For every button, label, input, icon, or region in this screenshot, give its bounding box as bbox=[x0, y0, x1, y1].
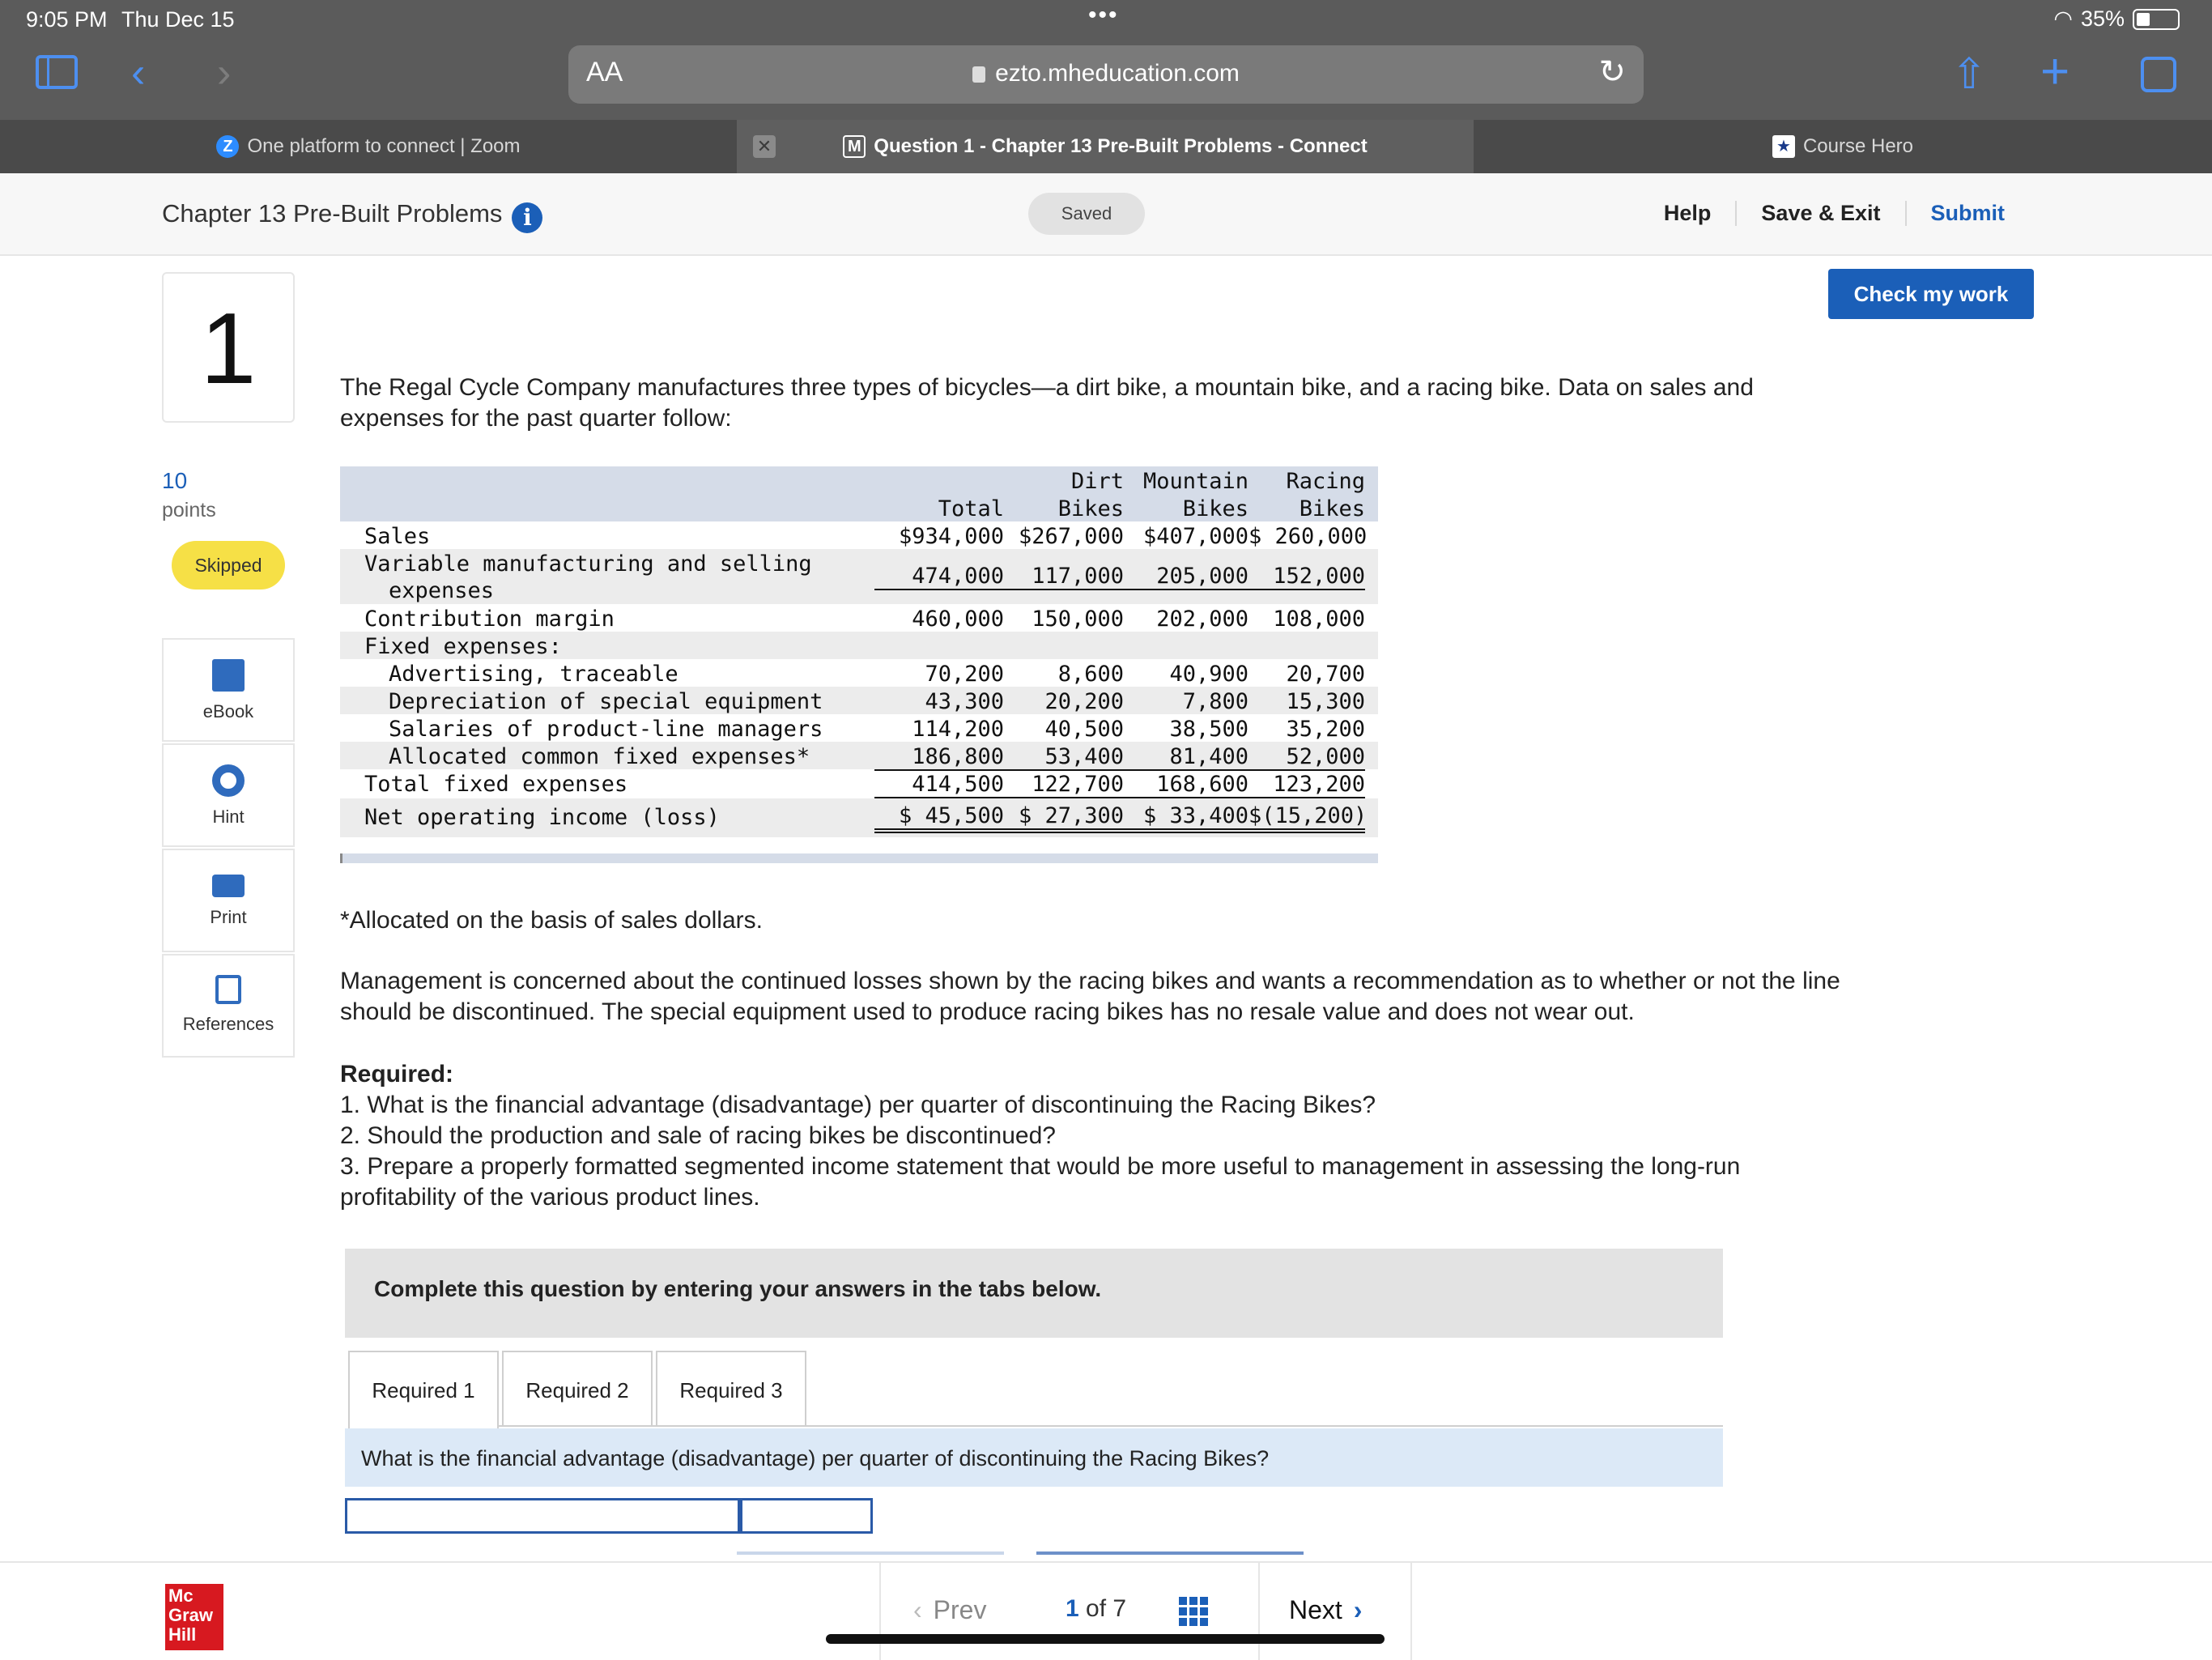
printer-icon bbox=[212, 875, 245, 897]
prev-button[interactable] bbox=[913, 1595, 986, 1625]
cell: $407,000 bbox=[1142, 524, 1249, 549]
required-item-2: 2. Should the production and sale of racing bikes be discontinued? bbox=[340, 1122, 1056, 1149]
header-cell: Racing bbox=[1286, 469, 1365, 494]
cell: 20,700 bbox=[1286, 662, 1365, 687]
save-exit-button[interactable]: Save & Exit bbox=[1735, 201, 1904, 226]
row-label: Net operating income (loss) bbox=[364, 805, 720, 830]
cell: 168,600 bbox=[1124, 772, 1249, 798]
cell: $934,000 bbox=[898, 524, 1004, 549]
zoom-icon: Z bbox=[216, 135, 239, 158]
header-cell: Bikes bbox=[1057, 496, 1124, 521]
cell: 81,400 bbox=[1124, 744, 1249, 771]
table-row bbox=[340, 769, 1378, 797]
partial-button-edge bbox=[737, 1551, 1004, 1555]
cell: 43,300 bbox=[925, 689, 1004, 714]
tab-overview-icon[interactable] bbox=[2141, 57, 2176, 92]
mcgraw-hill-logo bbox=[165, 1584, 223, 1650]
tab-required-2[interactable]: Required 2 bbox=[502, 1351, 653, 1427]
cell: 474,000 bbox=[874, 564, 1004, 590]
course-hero-icon: ★ bbox=[1772, 135, 1795, 158]
hint-button[interactable] bbox=[162, 743, 295, 847]
current-page: 1 bbox=[1066, 1595, 1079, 1622]
url-display[interactable] bbox=[568, 60, 1644, 87]
nav-divider bbox=[1258, 1563, 1260, 1660]
cell: 8,600 bbox=[1057, 662, 1124, 687]
cell: $ 33,400 bbox=[1124, 803, 1249, 833]
reload-icon[interactable]: ↻ bbox=[1598, 54, 1626, 90]
cell: 52,000 bbox=[1249, 744, 1365, 771]
lock-icon bbox=[972, 66, 985, 83]
table-row bbox=[340, 521, 1378, 549]
cell: 40,500 bbox=[1044, 717, 1124, 742]
copy-icon bbox=[215, 975, 241, 1004]
cell: 150,000 bbox=[1004, 607, 1124, 633]
url-text: ezto.mheducation.com bbox=[995, 60, 1240, 87]
cell: 40,900 bbox=[1169, 662, 1249, 687]
next-label: Next bbox=[1289, 1595, 1342, 1624]
tab-label: Question 1 - Chapter 13 Pre-Built Problems - Connect bbox=[874, 135, 1368, 157]
prev-label: Prev bbox=[933, 1595, 987, 1624]
grid-icon[interactable] bbox=[1179, 1597, 1208, 1626]
tab-label: One platform to connect | Zoom bbox=[247, 135, 521, 157]
cell: 152,000 bbox=[1249, 564, 1365, 590]
cell: 117,000 bbox=[1004, 564, 1124, 590]
answer-amount-input[interactable] bbox=[740, 1498, 873, 1534]
row-label: Contribution margin bbox=[364, 607, 615, 632]
assignment-title-text: Chapter 13 Pre-Built Problems bbox=[162, 199, 503, 228]
cell: 35,200 bbox=[1286, 717, 1365, 742]
row-label: Advertising, traceable bbox=[389, 662, 678, 687]
table-row bbox=[340, 604, 1378, 632]
tab-required-3[interactable]: Required 3 bbox=[656, 1351, 806, 1427]
instruction-box: Complete this question by entering your answers in the tabs below. bbox=[345, 1249, 1723, 1338]
tab-strip bbox=[0, 120, 2212, 173]
question-intro: The Regal Cycle Company manufactures three types of bicycles—a dirt bike, a mountain bike, and a racing bike. Data on sales and expenses for the past quarter follow: bbox=[340, 374, 1754, 432]
tab-zoom[interactable] bbox=[0, 120, 737, 173]
points-label: points bbox=[162, 499, 216, 521]
cell: 202,000 bbox=[1124, 607, 1249, 633]
table-header-row-1 bbox=[340, 466, 1378, 494]
tab-label: Course Hero bbox=[1802, 135, 1914, 157]
footnote: *Allocated on the basis of sales dollars. bbox=[340, 907, 763, 934]
table-row bbox=[340, 687, 1378, 714]
saved-status: Saved bbox=[1028, 193, 1145, 235]
mcgraw-tab-icon: M bbox=[843, 135, 866, 158]
cell: $267,000 bbox=[1018, 524, 1124, 549]
references-label: References bbox=[182, 1014, 274, 1034]
cell: 114,200 bbox=[912, 717, 1004, 742]
status-badge: Skipped bbox=[172, 541, 285, 590]
tab-course-hero[interactable] bbox=[1474, 120, 2212, 173]
chevron-left-icon: ‹ bbox=[913, 1595, 922, 1624]
tab-required-1[interactable]: Required 1 bbox=[348, 1351, 499, 1428]
close-tab-icon[interactable]: ✕ bbox=[753, 135, 776, 158]
cell: 7,800 bbox=[1182, 689, 1249, 714]
cell: $ 260,000 bbox=[1249, 524, 1368, 549]
cell: 20,200 bbox=[1044, 689, 1124, 714]
ebook-label: eBook bbox=[202, 701, 254, 721]
points-value: 10 bbox=[162, 468, 188, 493]
header-cell: Mountain bbox=[1142, 469, 1249, 494]
answer-label-dropdown[interactable] bbox=[345, 1498, 740, 1534]
cell: 414,500 bbox=[874, 772, 1004, 798]
of-label: of bbox=[1086, 1595, 1107, 1622]
row-label: Total fixed expenses bbox=[364, 772, 628, 797]
book-icon bbox=[212, 659, 245, 692]
table-row bbox=[340, 659, 1378, 687]
cell: 70,200 bbox=[925, 662, 1004, 687]
assignment-header bbox=[0, 173, 2212, 256]
row-label: Salaries of product-line managers bbox=[389, 717, 823, 742]
chevron-right-icon: › bbox=[1353, 1595, 1363, 1624]
sidebar-toggle-icon[interactable] bbox=[36, 55, 78, 89]
row-label: Variable manufacturing and selling bbox=[364, 551, 812, 577]
ebook-button[interactable] bbox=[162, 638, 295, 742]
cell: 15,300 bbox=[1286, 689, 1365, 714]
cell: 205,000 bbox=[1124, 564, 1249, 590]
next-button[interactable] bbox=[1289, 1595, 1362, 1625]
logo-line: Graw bbox=[168, 1605, 214, 1625]
row-label-cont: expenses bbox=[389, 578, 495, 603]
cell: 123,200 bbox=[1249, 772, 1365, 798]
info-icon[interactable]: i bbox=[512, 202, 542, 233]
status-date: Thu Dec 15 bbox=[121, 7, 235, 32]
cell: 38,500 bbox=[1169, 717, 1249, 742]
back-icon[interactable]: ‹ bbox=[131, 49, 146, 96]
required-heading: Required: bbox=[340, 1061, 454, 1088]
table-row bbox=[340, 798, 1378, 837]
wifi-icon: ◠ bbox=[2053, 6, 2073, 31]
battery-percent: 35% bbox=[2080, 6, 2125, 31]
home-indicator[interactable] bbox=[826, 1634, 1385, 1644]
required-item-3: 3. Prepare a properly formatted segmented income statement that would be more useful to management in assessing the long-run profitability of the various product lines. bbox=[340, 1153, 1741, 1211]
partial-button-edge bbox=[1036, 1551, 1304, 1555]
tab-connect-question[interactable] bbox=[737, 120, 1474, 173]
bottom-nav-bar bbox=[0, 1561, 2212, 1658]
table-row bbox=[340, 549, 1378, 604]
header-actions bbox=[1640, 201, 2029, 226]
print-button[interactable] bbox=[162, 849, 295, 952]
row-label: Fixed expenses: bbox=[364, 634, 562, 659]
management-text: Management is concerned about the continued losses shown by the racing bikes and wants a recommendation as to whether or not the line should be discontinued. The special equipment used to produce racing bikes has no resale value and does not wear out. bbox=[340, 968, 1840, 1025]
header-cell: Bikes bbox=[1299, 496, 1365, 521]
header-cell: Bikes bbox=[1182, 496, 1249, 521]
table-footer-bar bbox=[340, 853, 1378, 863]
status-bar bbox=[0, 0, 2212, 37]
row-label: Depreciation of special equipment bbox=[389, 689, 823, 714]
multitask-dots-icon[interactable]: ••• bbox=[1088, 2, 1119, 28]
page-indicator[interactable] bbox=[1066, 1595, 1126, 1623]
hint-label: Hint bbox=[212, 807, 245, 827]
lifebuoy-icon bbox=[212, 764, 245, 797]
required-section bbox=[340, 1059, 1846, 1213]
table-row bbox=[340, 714, 1378, 742]
cell: 122,700 bbox=[1004, 772, 1124, 798]
print-label: Print bbox=[210, 907, 247, 927]
row-label: Sales bbox=[364, 524, 431, 549]
forward-icon[interactable]: › bbox=[217, 49, 232, 96]
tab-divider bbox=[499, 1425, 1723, 1427]
cell: $(15,200) bbox=[1249, 803, 1365, 833]
status-right bbox=[2053, 6, 2180, 32]
logo-line: Hill bbox=[168, 1624, 197, 1645]
battery-icon bbox=[2133, 9, 2180, 30]
question-navigator bbox=[879, 1563, 1412, 1660]
required-item-1: 1. What is the financial advantage (disadvantage) per quarter of discontinuing the Racing Bikes? bbox=[340, 1092, 1376, 1118]
references-button[interactable] bbox=[162, 954, 295, 1058]
logo-line: Mc bbox=[168, 1586, 194, 1606]
browser-toolbar bbox=[0, 37, 2212, 120]
share-icon[interactable]: ⇧ bbox=[1951, 51, 1987, 98]
help-button[interactable]: Help bbox=[1663, 201, 1712, 225]
cell: $ 45,500 bbox=[874, 803, 1004, 833]
cell: 460,000 bbox=[874, 607, 1004, 633]
address-bar[interactable] bbox=[568, 45, 1644, 104]
table-row bbox=[340, 632, 1378, 659]
header-cell: Dirt bbox=[1070, 469, 1124, 494]
cell: 108,000 bbox=[1249, 607, 1365, 633]
table-header-row-2 bbox=[340, 494, 1378, 521]
cell: 53,400 bbox=[1004, 744, 1124, 771]
assignment-title bbox=[162, 199, 542, 233]
new-tab-icon[interactable]: + bbox=[2040, 44, 2070, 100]
row-label: Allocated common fixed expenses* bbox=[389, 744, 810, 769]
table-row bbox=[340, 742, 1378, 769]
question-number: 1 bbox=[162, 272, 295, 423]
header-cell: Total bbox=[938, 496, 1004, 521]
status-time: 9:05 PM bbox=[26, 7, 108, 32]
reader-aa-button[interactable]: AA bbox=[586, 57, 623, 87]
total-pages: 7 bbox=[1112, 1595, 1127, 1622]
required-prompt: What is the financial advantage (disadvantage) per quarter of discontinuing the Racing Bikes? bbox=[345, 1428, 1723, 1487]
cell: $ 27,300 bbox=[1004, 803, 1124, 833]
submit-button[interactable]: Submit bbox=[1905, 201, 2030, 226]
check-my-work-button[interactable]: Check my work bbox=[1828, 269, 2034, 319]
cell: 186,800 bbox=[874, 744, 1004, 771]
